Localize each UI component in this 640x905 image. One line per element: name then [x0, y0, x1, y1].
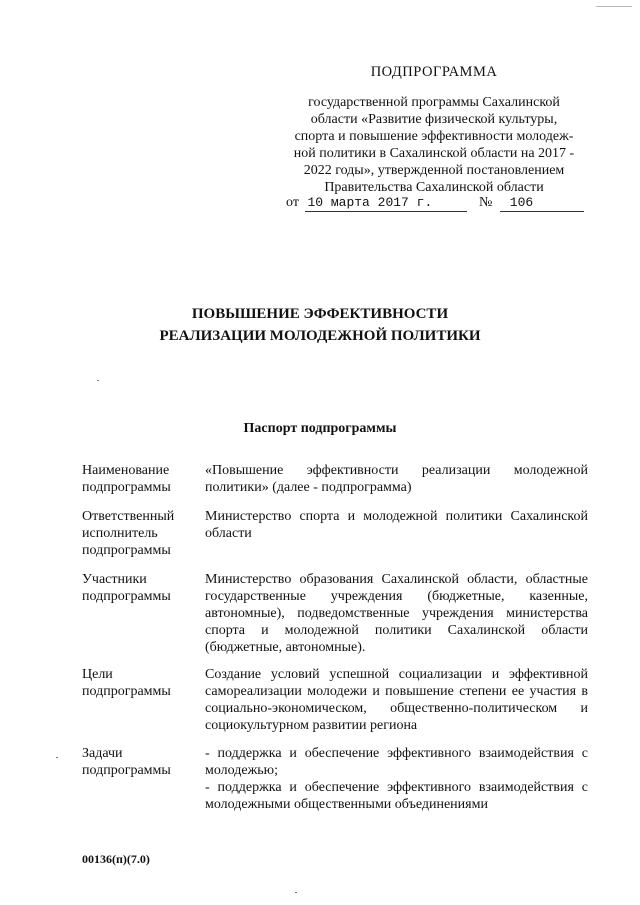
description-line: спорта и повышение эффективности молодеж- [294, 129, 574, 144]
scan-speck [295, 892, 297, 893]
label-line: исполнитель [82, 526, 158, 541]
value-paragraph: Министерство спорта и молодежной политики Сахалинской области [205, 509, 588, 541]
row-label [82, 462, 197, 496]
title-line-2: РЕАЛИЗАЦИИ МОЛОДЕЖНОЙ ПОЛИТИКИ [159, 328, 481, 344]
row-value [205, 571, 588, 656]
value-paragraph: - поддержка и обеспечение эффективного взаимодействия с молодежью; [205, 746, 588, 778]
row-value [205, 508, 588, 542]
label-line: Наименование [82, 463, 170, 478]
label-line: подпрограммы [82, 684, 171, 699]
subprogram-title [0, 303, 640, 347]
scan-edge-line [596, 6, 632, 7]
decree-number-label: № [478, 195, 493, 210]
label-line: подпрограммы [82, 763, 171, 778]
value-paragraph: - поддержка и обеспечение эффективного взаимодействия с молодежными общественными объединениями [205, 780, 588, 812]
label-line: Задачи [82, 746, 123, 761]
row-label [82, 666, 197, 700]
label-line: Цели [82, 667, 113, 682]
title-line-1: ПОВЫШЕНИЕ ЭФФЕКТИВНОСТИ [191, 306, 449, 322]
description-line: 2022 годы», утвержденной постановлением [303, 163, 565, 178]
row-label [82, 745, 197, 779]
description-line: ной политики в Сахалинской области на 2017 - [293, 146, 575, 161]
value-paragraph: Создание условий успешной социализации и эффективной самореализации молодежи и повышение степени ее участия в социально-экономическом, общественно-политическом и социокультурном развитии региона [205, 667, 588, 733]
label-line: Ответственный [82, 509, 175, 524]
decree-date: 10 марта 2017 г. [305, 195, 467, 212]
description-line: Правительства Сахалинской области [324, 180, 544, 195]
value-paragraph: Министерство образования Сахалинской области, областные государственные учреждения (бюджетные, казенные, автономные), подведомственные учреждения министерства спорта и молодежной политики Сахалинской области (бюджетные, автономные). [205, 572, 588, 655]
decree-number: 106 [500, 195, 584, 212]
row-value [205, 666, 588, 734]
description-line: государственной программы Сахалинской [308, 95, 560, 110]
label-line: подпрограммы [82, 589, 171, 604]
description-line: области «Развитие физической культуры, [310, 112, 558, 127]
approval-header [280, 64, 588, 196]
decree-from-label: от [286, 195, 299, 210]
program-description [280, 94, 588, 196]
document-code: 00136(п)(7.0) [82, 852, 150, 866]
label-line: подпрограммы [82, 480, 171, 495]
program-label: ПОДПРОГРАММА [370, 64, 498, 80]
row-label [82, 571, 197, 605]
label-line: подпрограммы [82, 543, 171, 558]
row-label [82, 508, 197, 559]
label-line: Участники [82, 572, 147, 587]
row-value [205, 462, 588, 496]
scan-speck [56, 757, 58, 758]
decree-line [286, 194, 586, 212]
row-value [205, 745, 588, 813]
passport-title: Паспорт подпрограммы [243, 421, 397, 436]
scan-speck [97, 380, 99, 381]
value-paragraph: «Повышение эффективности реализации молодежной политики» (далее - подпрограмма) [205, 463, 588, 495]
